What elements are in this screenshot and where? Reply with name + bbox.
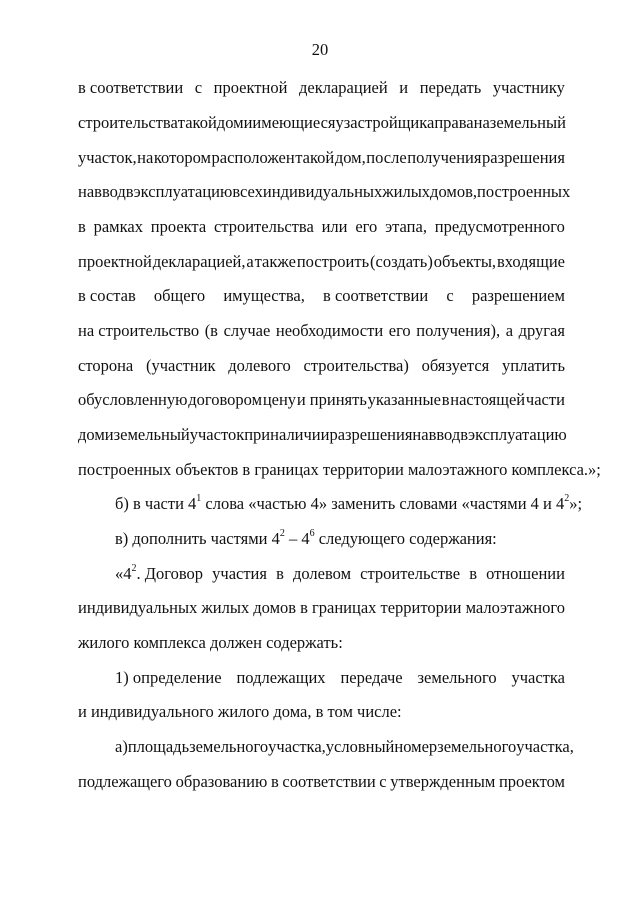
word: случае [223, 321, 271, 340]
word: и принять [296, 390, 367, 409]
word: а [246, 252, 254, 271]
word: сторона [78, 356, 134, 375]
word: застройщика [343, 113, 435, 132]
word: с [446, 286, 454, 305]
word: в соответствии [78, 78, 184, 97]
word: котором [153, 148, 211, 167]
text-line [115, 737, 574, 757]
text-line [78, 252, 565, 272]
word: дом, [334, 148, 366, 167]
word: получения), [416, 321, 501, 340]
amendment-b [115, 492, 583, 514]
word: настоящей [450, 390, 526, 409]
part-4-2-heading: «$4^2$. Договор [115, 562, 204, 583]
word: территории [380, 598, 462, 617]
word: проектом [498, 772, 565, 791]
text-line [78, 217, 565, 237]
word: номер [394, 737, 438, 756]
word: наличии [270, 425, 330, 444]
superscript: 2 [131, 562, 137, 574]
word: построить [296, 252, 370, 271]
text-line [78, 321, 565, 341]
word: 1) определение [115, 668, 222, 687]
word: указанные [367, 390, 441, 409]
word: дом [78, 425, 105, 444]
word: подлежащего [78, 772, 172, 791]
word: с [194, 78, 203, 97]
word: такой [295, 148, 335, 167]
text-line [78, 598, 565, 618]
word: разрешением [471, 286, 565, 305]
word: ввод [428, 425, 461, 444]
word: необходимости [275, 321, 384, 340]
amendment-v [115, 529, 565, 549]
word: жилых [201, 598, 250, 617]
text-line [78, 78, 565, 98]
word: всех [232, 182, 263, 201]
word: в [125, 182, 134, 201]
word: и [104, 425, 114, 444]
word: договором [188, 390, 263, 409]
text-line [78, 356, 565, 376]
word: участнику [492, 78, 565, 97]
word: земельного [437, 737, 517, 756]
word: строительства [213, 217, 314, 236]
word: домов, [430, 182, 477, 201]
word: ввод [94, 182, 126, 201]
word: проекта [150, 217, 207, 236]
word: на [412, 425, 429, 444]
word: передать [419, 78, 482, 97]
word: в состав [78, 286, 136, 305]
word: расположен [211, 148, 295, 167]
text-line [78, 148, 565, 168]
word: и [243, 113, 253, 132]
word: а [505, 321, 514, 340]
text-line [78, 425, 565, 445]
word: в [276, 564, 284, 583]
word: земельного [417, 668, 497, 687]
text-line [78, 113, 565, 133]
word: в [270, 772, 279, 791]
word: жилых [382, 182, 431, 201]
word: строительства [78, 113, 178, 132]
word: у [335, 113, 344, 132]
word: построенных [477, 182, 571, 201]
word: (в [204, 321, 218, 340]
word: получения [407, 148, 482, 167]
word: участка, [516, 737, 574, 756]
superscript: 1 [196, 492, 202, 504]
word: условный [325, 737, 395, 756]
amendment-b-part1: б) в части 4 [115, 494, 197, 513]
word: проектной [213, 78, 288, 97]
word: отношении [486, 564, 565, 583]
word: предусмотренного [434, 217, 565, 236]
word: (создать) [370, 252, 433, 271]
amendment-b-part2: слова «частью 4» заменить словами «частями 4 и 4 [201, 494, 565, 513]
word: в [469, 564, 477, 583]
amendment-v-part2: – 4 [284, 529, 310, 548]
text-line [78, 390, 565, 410]
word: или [321, 217, 348, 236]
word: в [460, 425, 469, 444]
word: также [254, 252, 296, 271]
word: на строительство [78, 321, 200, 340]
word: разрешения [329, 425, 413, 444]
text-line [115, 668, 565, 688]
word: входящие [496, 252, 565, 271]
word: участка [511, 668, 565, 687]
word: (участник [145, 356, 216, 375]
word: участка, [268, 737, 326, 756]
word: земельного [189, 737, 269, 756]
word: уплатить [502, 356, 565, 375]
word: другая [518, 321, 565, 340]
word: площадь [127, 737, 190, 756]
word: в [441, 390, 450, 409]
text-line: жилого комплекса должен содержать: [78, 633, 343, 652]
word: малоэтажного [465, 598, 565, 617]
word: такой [177, 113, 217, 132]
amendment-b-part3: »; [569, 494, 583, 513]
superscript: 2 [564, 492, 570, 504]
word: общего [153, 286, 206, 305]
word: части [525, 390, 565, 409]
word: декларацией [299, 78, 388, 97]
word: объекты, [433, 252, 497, 271]
text-line: построенных объектов в границах территории малоэтажного комплекса.»; [78, 460, 601, 479]
word: проектной [78, 252, 152, 271]
word: в [300, 598, 308, 617]
word: декларацией, [152, 252, 246, 271]
word: на [137, 148, 154, 167]
word: долевого [228, 356, 291, 375]
word: с [379, 772, 387, 791]
word: соответствии [282, 772, 376, 791]
word: долевом [293, 564, 352, 583]
word: границах [312, 598, 377, 617]
text-line [115, 564, 565, 584]
word: дом [216, 113, 244, 132]
text-line [78, 182, 571, 202]
word: при [244, 425, 271, 444]
word: обусловленную [78, 390, 188, 409]
word: земельный [489, 113, 566, 132]
word: земельный [113, 425, 190, 444]
word: эксплуатацию [133, 182, 233, 201]
superscript: 2 [279, 527, 285, 539]
word: а) [115, 737, 128, 756]
word: индивидуальных [262, 182, 383, 201]
word: на [78, 182, 95, 201]
word: домов [253, 598, 297, 617]
word: в [78, 217, 86, 236]
word: подлежащих [236, 668, 326, 687]
word: образованию [175, 772, 268, 791]
word: этапа, [385, 217, 427, 236]
word: его [355, 217, 378, 236]
word: участок, [78, 148, 137, 167]
word: в соответствии [323, 286, 429, 305]
page-number: 20 [311, 40, 329, 59]
word: рамках [93, 217, 143, 236]
word: утвержденным [390, 772, 496, 791]
word: обязуется [421, 356, 490, 375]
word: передаче [340, 668, 403, 687]
text-line [78, 772, 565, 792]
word: строительства) [303, 356, 409, 375]
word: строительстве [360, 564, 461, 583]
amendment-v-part3: следующего содержания: [314, 529, 497, 548]
word: эксплуатацию [468, 425, 567, 444]
word: участия [212, 564, 267, 583]
word: участок [189, 425, 245, 444]
word: права [434, 113, 474, 132]
word: индивидуальных [78, 598, 198, 617]
text-line [78, 286, 565, 306]
text-line: и индивидуального жилого дома, в том числе: [78, 702, 402, 721]
word: разрешения [482, 148, 565, 167]
word: после [366, 148, 407, 167]
amendment-v-part1: в) дополнить частями 4 [115, 529, 280, 548]
word: имеющиеся [252, 113, 336, 132]
word: и [399, 78, 409, 97]
word: на [473, 113, 490, 132]
word: его [388, 321, 411, 340]
word: цену [262, 390, 297, 409]
word: имущества, [223, 286, 305, 305]
superscript: 6 [309, 527, 315, 539]
